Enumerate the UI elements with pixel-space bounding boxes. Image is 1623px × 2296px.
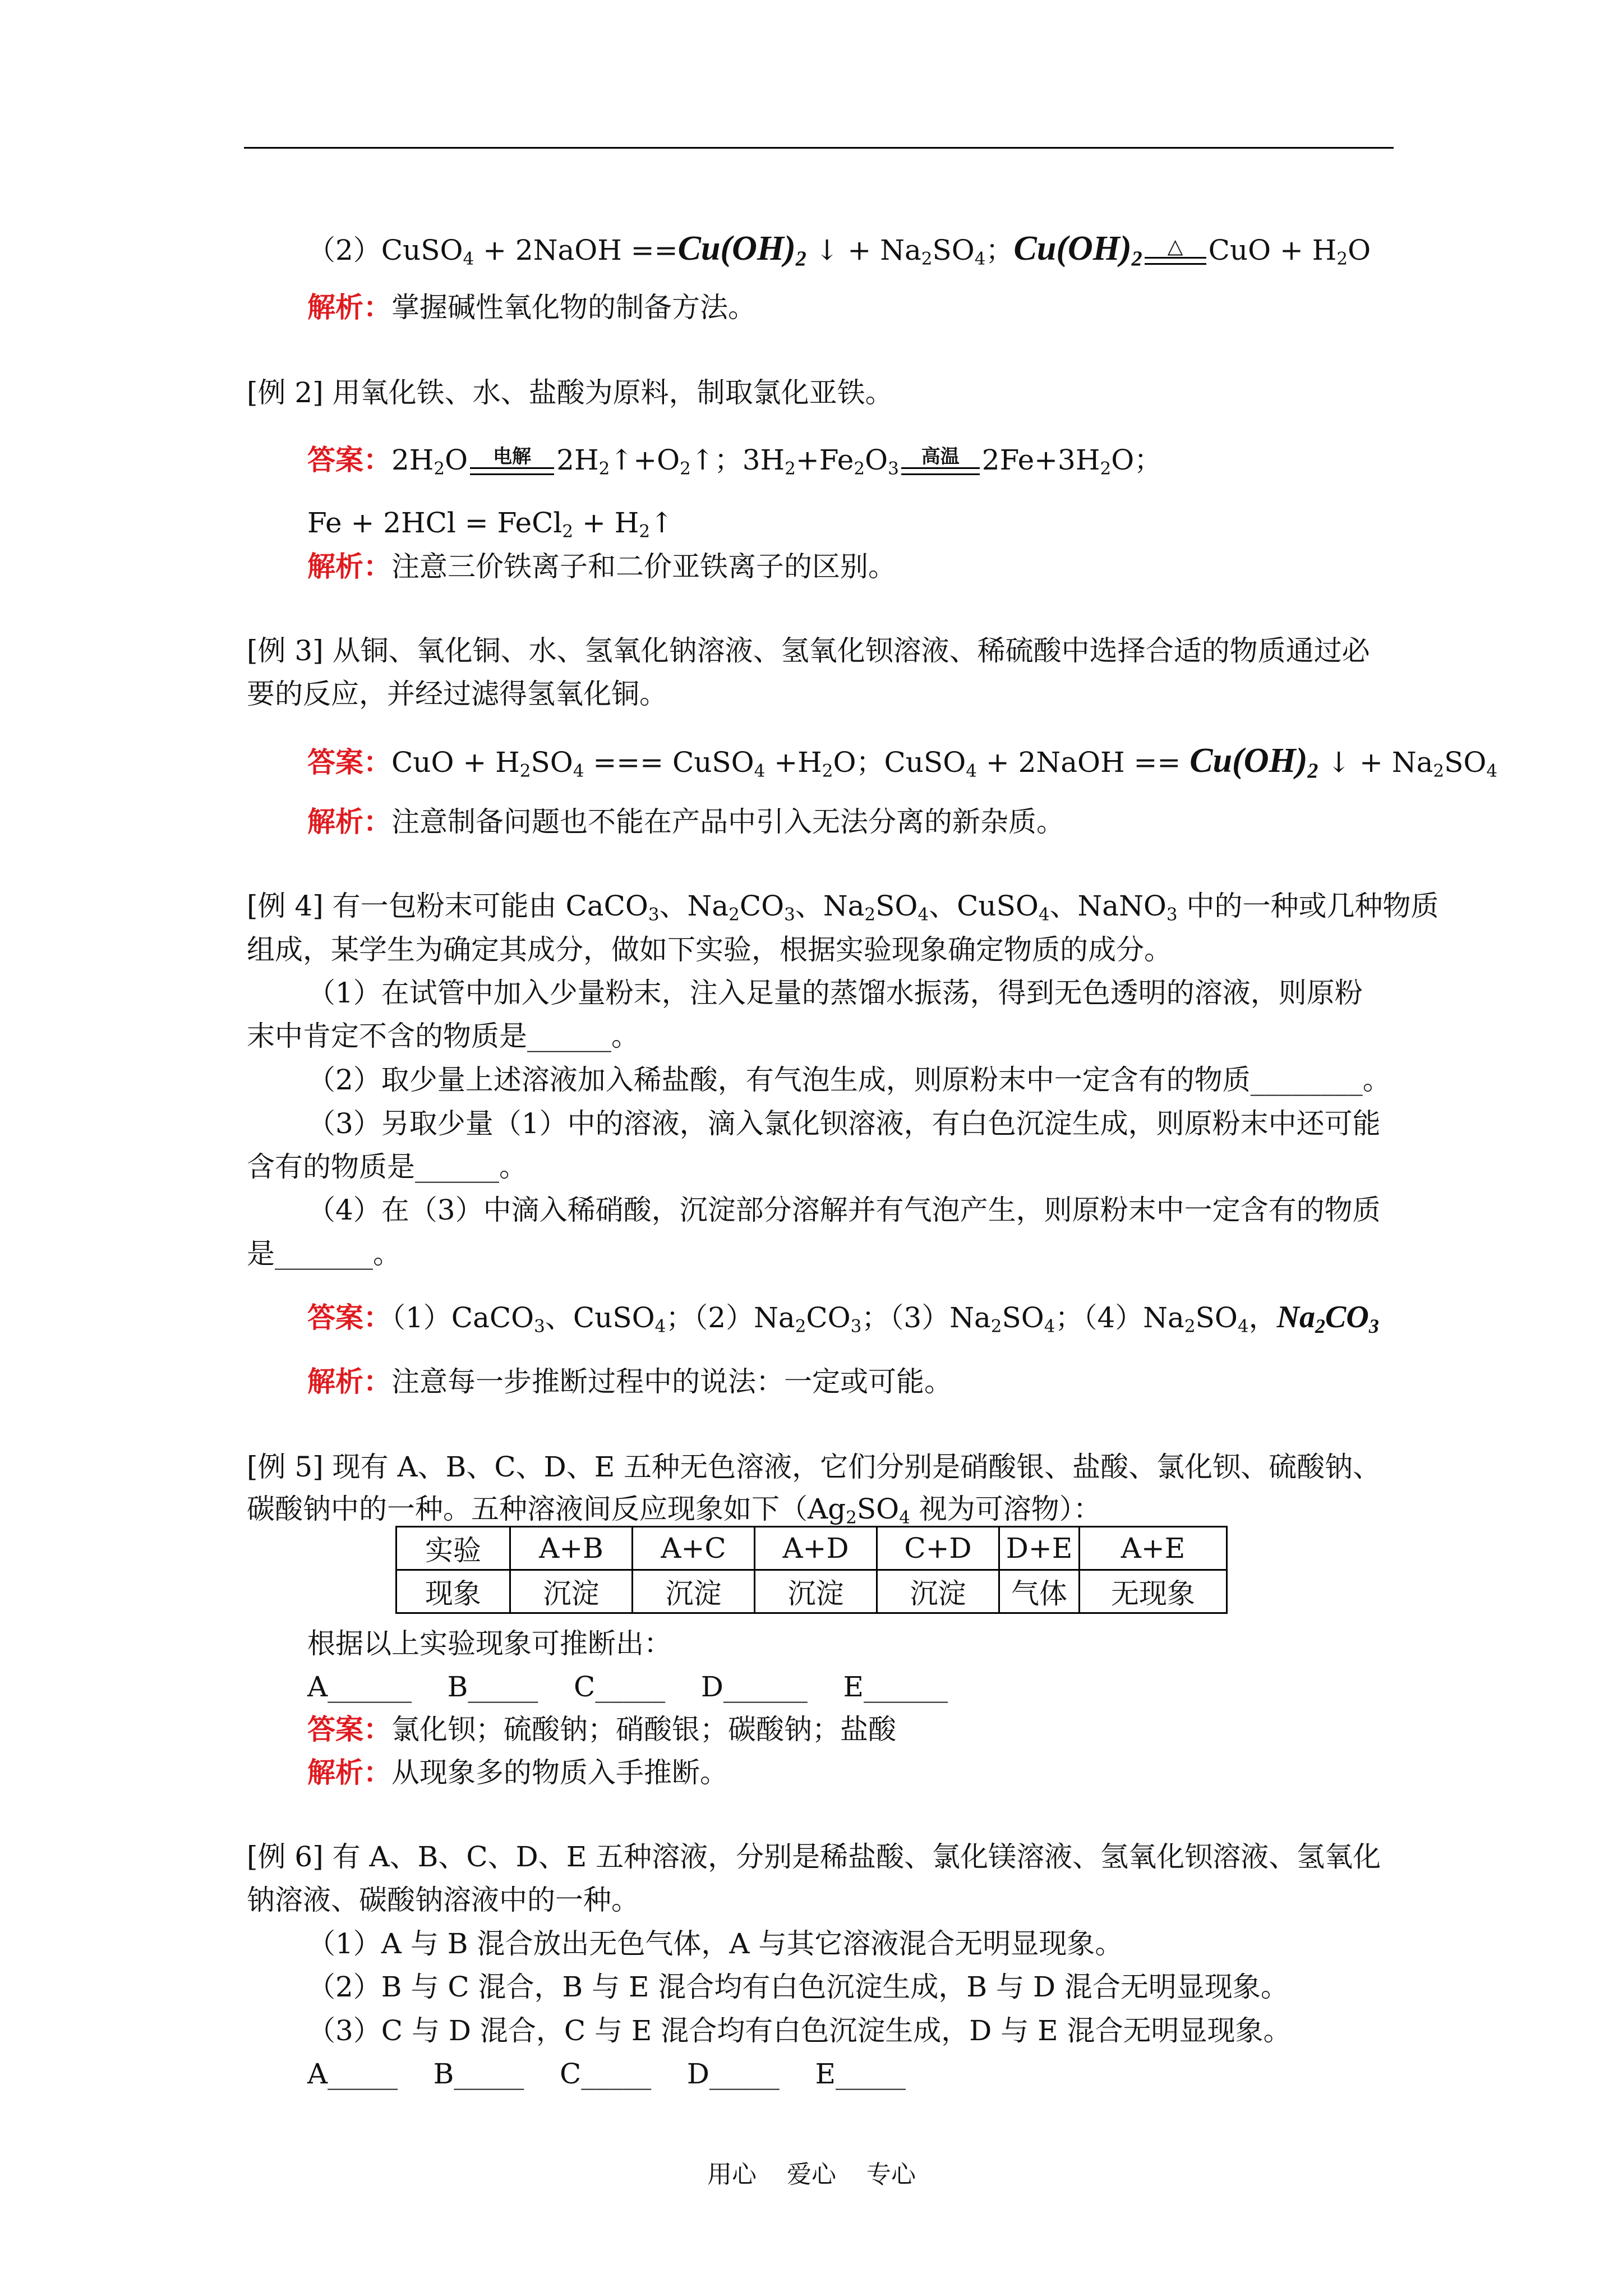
analysis-2: 解析：注意三价铁离子和二价亚铁离子的区别。: [307, 550, 896, 583]
analysis-4: 解析：注意每一步推断过程中的说法：一定或可能。: [307, 1365, 952, 1398]
example-4-step-4: （4）在（3）中滴入稀硝酸，沉淀部分溶解并有气泡产生，则原粉末中一定含有的物质: [307, 1194, 1381, 1226]
example-3-question-2: 要的反应，并经过滤得氢氧化铜。: [247, 678, 667, 710]
example-6-question-2: 钠溶液、碳酸钠溶液中的一种。: [247, 1884, 639, 1916]
example-5-answer: 答案：氯化钡；硫酸钠；硝酸银；碳酸钠；盐酸: [307, 1713, 896, 1746]
example-3-question-1: [例 3] 从铜、氧化铜、水、氢氧化钠溶液、氢氧化钡溶液、稀硫酸中选择合适的物质通过必: [247, 634, 1370, 667]
example-2-question: [例 2] 用氧化铁、水、盐酸为原料，制取氯化亚铁。: [247, 376, 893, 409]
example-2-answer: 答案：$2H_2O$ 电解 $2H_2↑+O_2↑$；$3H_2+Fe_2O_3$ 高温 $2Fe+3H_2O$；: [307, 443, 1163, 479]
table-row: 现象 沉淀 沉淀 沉淀 沉淀 气体 无现象: [396, 1570, 1227, 1613]
experiment-table: [395, 1526, 1228, 1614]
example-5-question-1: [例 5] 现有 A、B、C、D、E 五种无色溶液，它们分别是硝酸银、盐酸、氯化钡、硫酸钠、: [247, 1451, 1381, 1483]
example-2-answer-line2: Fe + 2HCl = FeCl$_2$ + $H_2↑$: [307, 507, 674, 542]
equation-line-1: （2）CuSO$_4$ + 2NaOH $==Cu(OH)_2$ ↓ + $Na_2SO_4$；$Cu(OH)_2$ △ CuO + $H_2O$: [307, 229, 1371, 271]
electrolysis-condition: 电解: [470, 447, 554, 475]
table-row: 实验 A+B A+C A+D C+D D+E A+E: [396, 1527, 1227, 1570]
example-6-step-1: （1）A 与 B 混合放出无色气体，A 与其它溶液混合无明显现象。: [307, 1927, 1123, 1960]
page-footer: 用心 爱心 专心: [707, 2160, 916, 2189]
example-4-step-1: （1）在试管中加入少量粉末，注入足量的蒸馏水振荡，得到无色透明的溶液，则原粉: [307, 977, 1363, 1009]
heat-condition: △: [1145, 237, 1206, 265]
example-6-blanks: A_____ B_____ C_____ D_____ E_____: [307, 2058, 906, 2090]
example-4-answer: 答案：（1）CaCO$_3$、CuSO$_4$；$(2)Na_2CO_3$；$(3)Na_2SO_4$；$(4)Na_2SO_4$，$Na_2CO_3$: [307, 1300, 1379, 1338]
example-4-step-3b: 含有的物质是______。: [247, 1151, 527, 1183]
header-rule: [244, 147, 1394, 149]
example-4-step-4b: 是_______。: [247, 1237, 401, 1270]
example-4-step-1b: 末中肯定不含的物质是______。: [247, 1020, 639, 1052]
example-6-question-1: [例 6] 有 A、B、C、D、E 五种溶液，分别是稀盐酸、氯化镁溶液、氢氧化钡溶液、氢氧化: [247, 1841, 1381, 1873]
example-6-step-3: （3）C 与 D 混合，C 与 E 混合均有白色沉淀生成，D 与 E 混合无明显现象。: [307, 2014, 1292, 2047]
example-5-infer: 根据以上实验现象可推断出：: [307, 1627, 672, 1660]
high-temp-condition: 高温: [901, 447, 980, 475]
example-5-blanks: A______ B_____ C_____ D______ E______: [307, 1671, 948, 1703]
example-4-question-1: [例 4] 有一包粉末可能由 CaCO$_3$、$Na_2CO_3$、$Na_2SO_4$、CuSO$_4$、NaNO$_3$ 中的一种或几种物质: [247, 890, 1439, 925]
example-4-step-2: （2）取少量上述溶液加入稀盐酸，有气泡生成，则原粉末中一定含有的物质________。: [307, 1064, 1391, 1096]
example-3-answer: 答案：CuO + $H_2SO_4$ === CuSO$_4$ $+H_2O$；CuSO$_4$ + 2NaOH == $Cu(OH)_2$ ↓ + $Na_2SO_4$: [307, 742, 1498, 783]
example-4-question-2: 组成，某学生为确定其成分，做如下实验，根据实验现象确定物质的成分。: [247, 933, 1172, 966]
analysis-3: 解析：注意制备问题也不能在产品中引入无法分离的新杂质。: [307, 805, 1064, 838]
analysis-1: 解析：掌握碱性氧化物的制备方法。: [307, 291, 756, 324]
example-4-step-3: （3）另取少量（1）中的溶液，滴入氯化钡溶液，有白色沉淀生成，则原粉末中还可能: [307, 1107, 1381, 1140]
example-5-question-2: 碳酸钠中的一种。五种溶液间反应现象如下（$Ag_2SO_4$ 视为可溶物）：: [247, 1493, 1101, 1528]
example-6-step-2: （2）B 与 C 混合，B 与 E 混合均有白色沉淀生成，B 与 D 混合无明显现象。: [307, 1971, 1289, 2003]
analysis-5: 解析：从现象多的物质入手推断。: [307, 1756, 728, 1789]
